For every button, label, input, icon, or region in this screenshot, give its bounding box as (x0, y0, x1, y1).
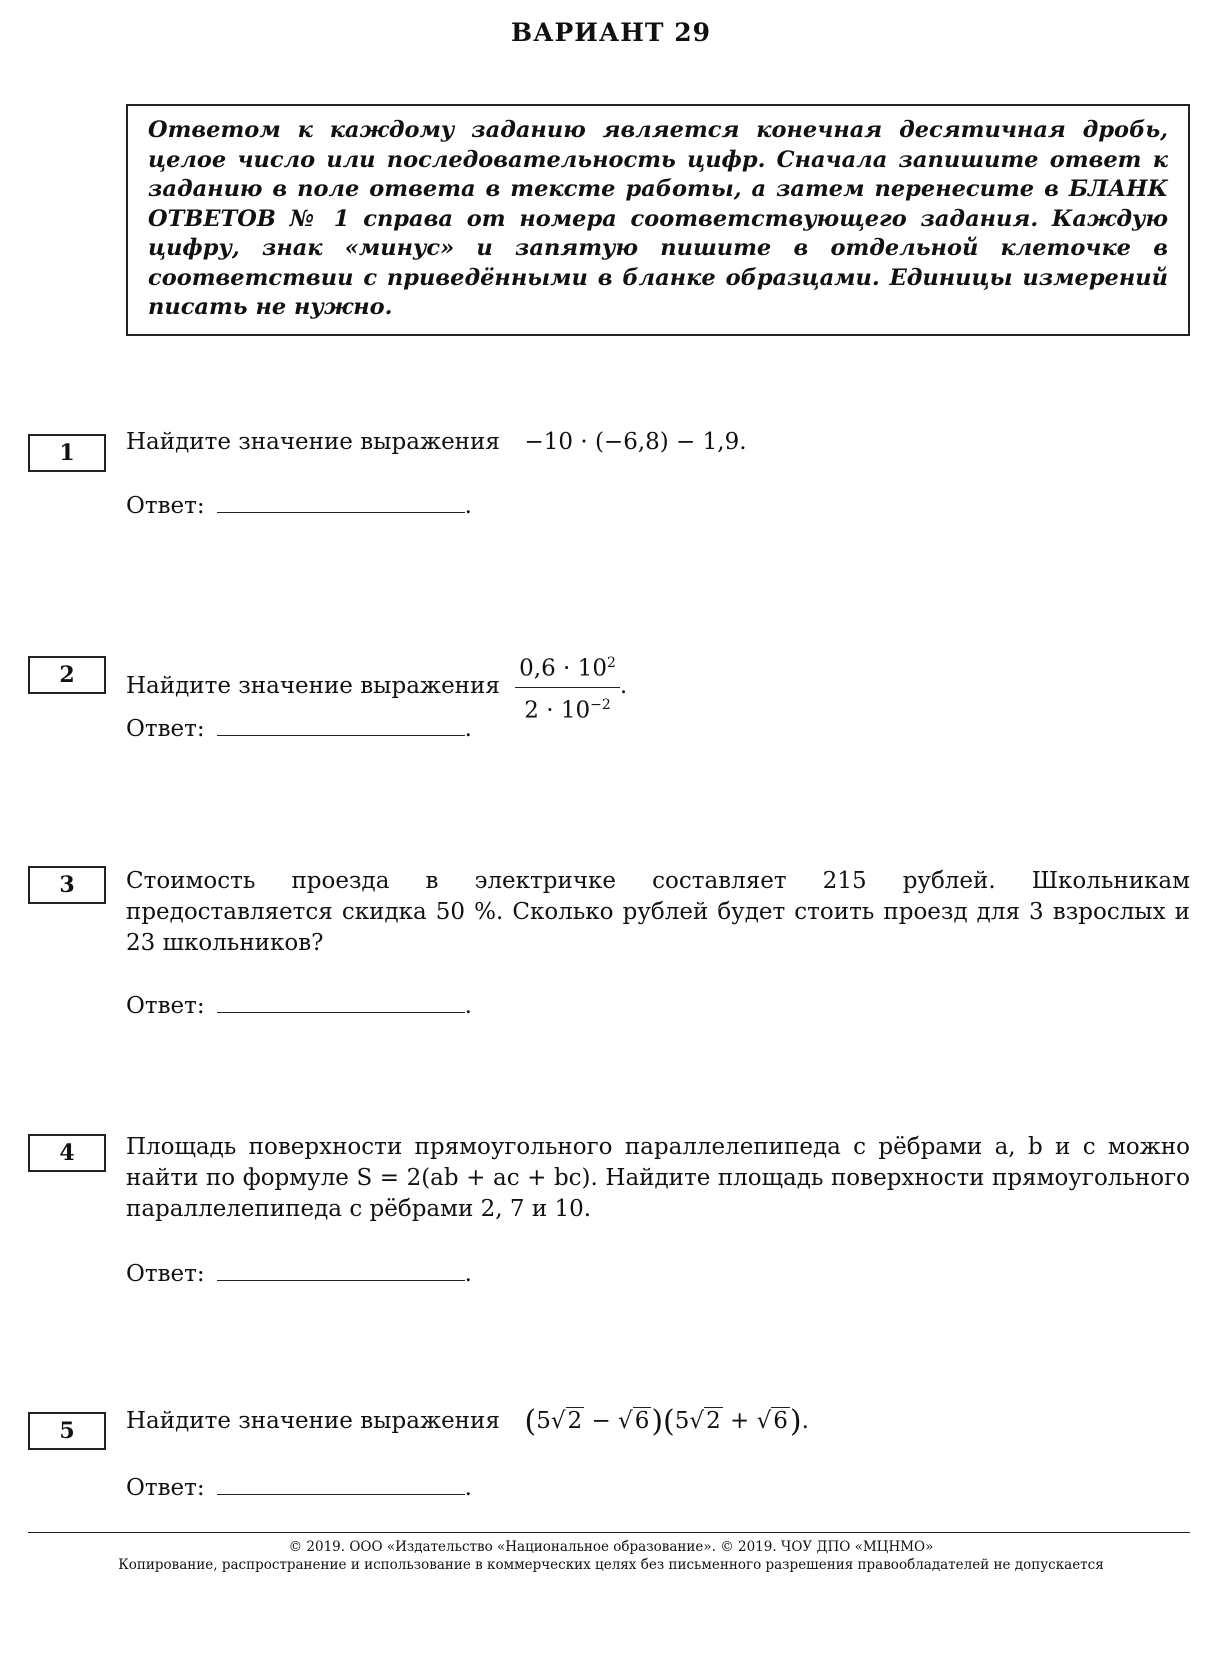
answer-dot: . (464, 1475, 472, 1501)
fraction (515, 648, 620, 726)
footer-notice: Копирование, распространение и использование в коммерческих целях без письменного разрешения правообладателей не допускается (118, 1557, 1104, 1573)
sqrt-sign: √6 (618, 1408, 650, 1434)
fraction-denominator: $2 \cdot 10^{-2}$ (524, 696, 611, 724)
answer-dot: . (464, 716, 472, 742)
answer-dot: . (464, 493, 472, 519)
instructions-text: Ответом к каждому заданию является конечная десятичная дробь, целое число или последовательность цифр. Сначала запишите ответ к заданию в поле ответа в тексте работы, а затем перенесите в БЛАНК ОТВЕТОВ № 1 справа от номера соответствующего задания. Каждую цифру, знак «минус» и запятую пишите в отдельной клеточке в соответствии с приведёнными в бланке образцами. Единицы измерений писать не нужно. (148, 117, 1168, 320)
answer-row (126, 1472, 472, 1501)
page-title: ВАРИАНТ 29 (511, 18, 711, 47)
answer-label: Ответ: (126, 716, 205, 742)
footer-divider (28, 1532, 1190, 1533)
task-text (126, 427, 1190, 458)
task-number-box: 5 (28, 1412, 106, 1450)
answer-label: Ответ: (126, 1261, 205, 1287)
answer-row (126, 490, 472, 519)
answer-label: Ответ: (126, 993, 205, 1019)
answer-dot: . (464, 1261, 472, 1287)
sqrt-sign: √6 (756, 1408, 788, 1434)
math-expression: −10 · (−6,8) − 1,9. (524, 429, 747, 455)
footer-copyright: © 2019. ООО «Издательство «Национальное образование». © 2019. ЧОУ ДПО «МЦНМО» (288, 1539, 934, 1555)
sqrt-sign: √2 (689, 1408, 721, 1434)
math-expression: (5√2 − √6)(5√2 + √6). (524, 1404, 809, 1439)
answer-row (126, 1258, 472, 1287)
instructions-box (126, 104, 1190, 336)
answer-field[interactable] (217, 990, 465, 1013)
fraction-numerator: $0,6 \cdot 10^2$ (515, 648, 620, 688)
task-prompt: Найдите значение выражения (126, 673, 500, 700)
sqrt-sign: √2 (550, 1408, 583, 1434)
task-text: Площадь поверхности прямоугольного параллелепипеда с рёбрами a, b и c можно найти по формуле S = 2(ab + ac + bc). Найдите площадь поверхности прямоугольного параллелепипеда с рёбрами 2, 7 и 10. (126, 1134, 1190, 1222)
answer-field[interactable] (217, 713, 465, 736)
answer-dot: . (464, 993, 472, 1019)
task-text (126, 1406, 1190, 1437)
task-text: Стоимость проезда в электричке составляет 215 рублей. Школьникам предоставляется скидка 50 %. Сколько рублей будет стоить проезд для 3 взрослых и 23 школьников? (126, 868, 1190, 956)
answer-row (126, 713, 472, 742)
task-prompt: Найдите значение выражения (126, 429, 500, 455)
answer-field[interactable] (217, 1472, 465, 1495)
task-number-box: 2 (28, 656, 106, 694)
answer-field[interactable] (217, 490, 465, 513)
answer-label: Ответ: (126, 1475, 205, 1501)
answer-row (126, 990, 472, 1019)
answer-field[interactable] (217, 1258, 465, 1281)
answer-label: Ответ: (126, 493, 205, 519)
expression-tail: . (619, 673, 628, 700)
task-number-box: 1 (28, 434, 106, 472)
task-number-box: 4 (28, 1134, 106, 1172)
task-number-box: 3 (28, 866, 106, 904)
task-prompt: Найдите значение выражения (126, 1408, 500, 1434)
